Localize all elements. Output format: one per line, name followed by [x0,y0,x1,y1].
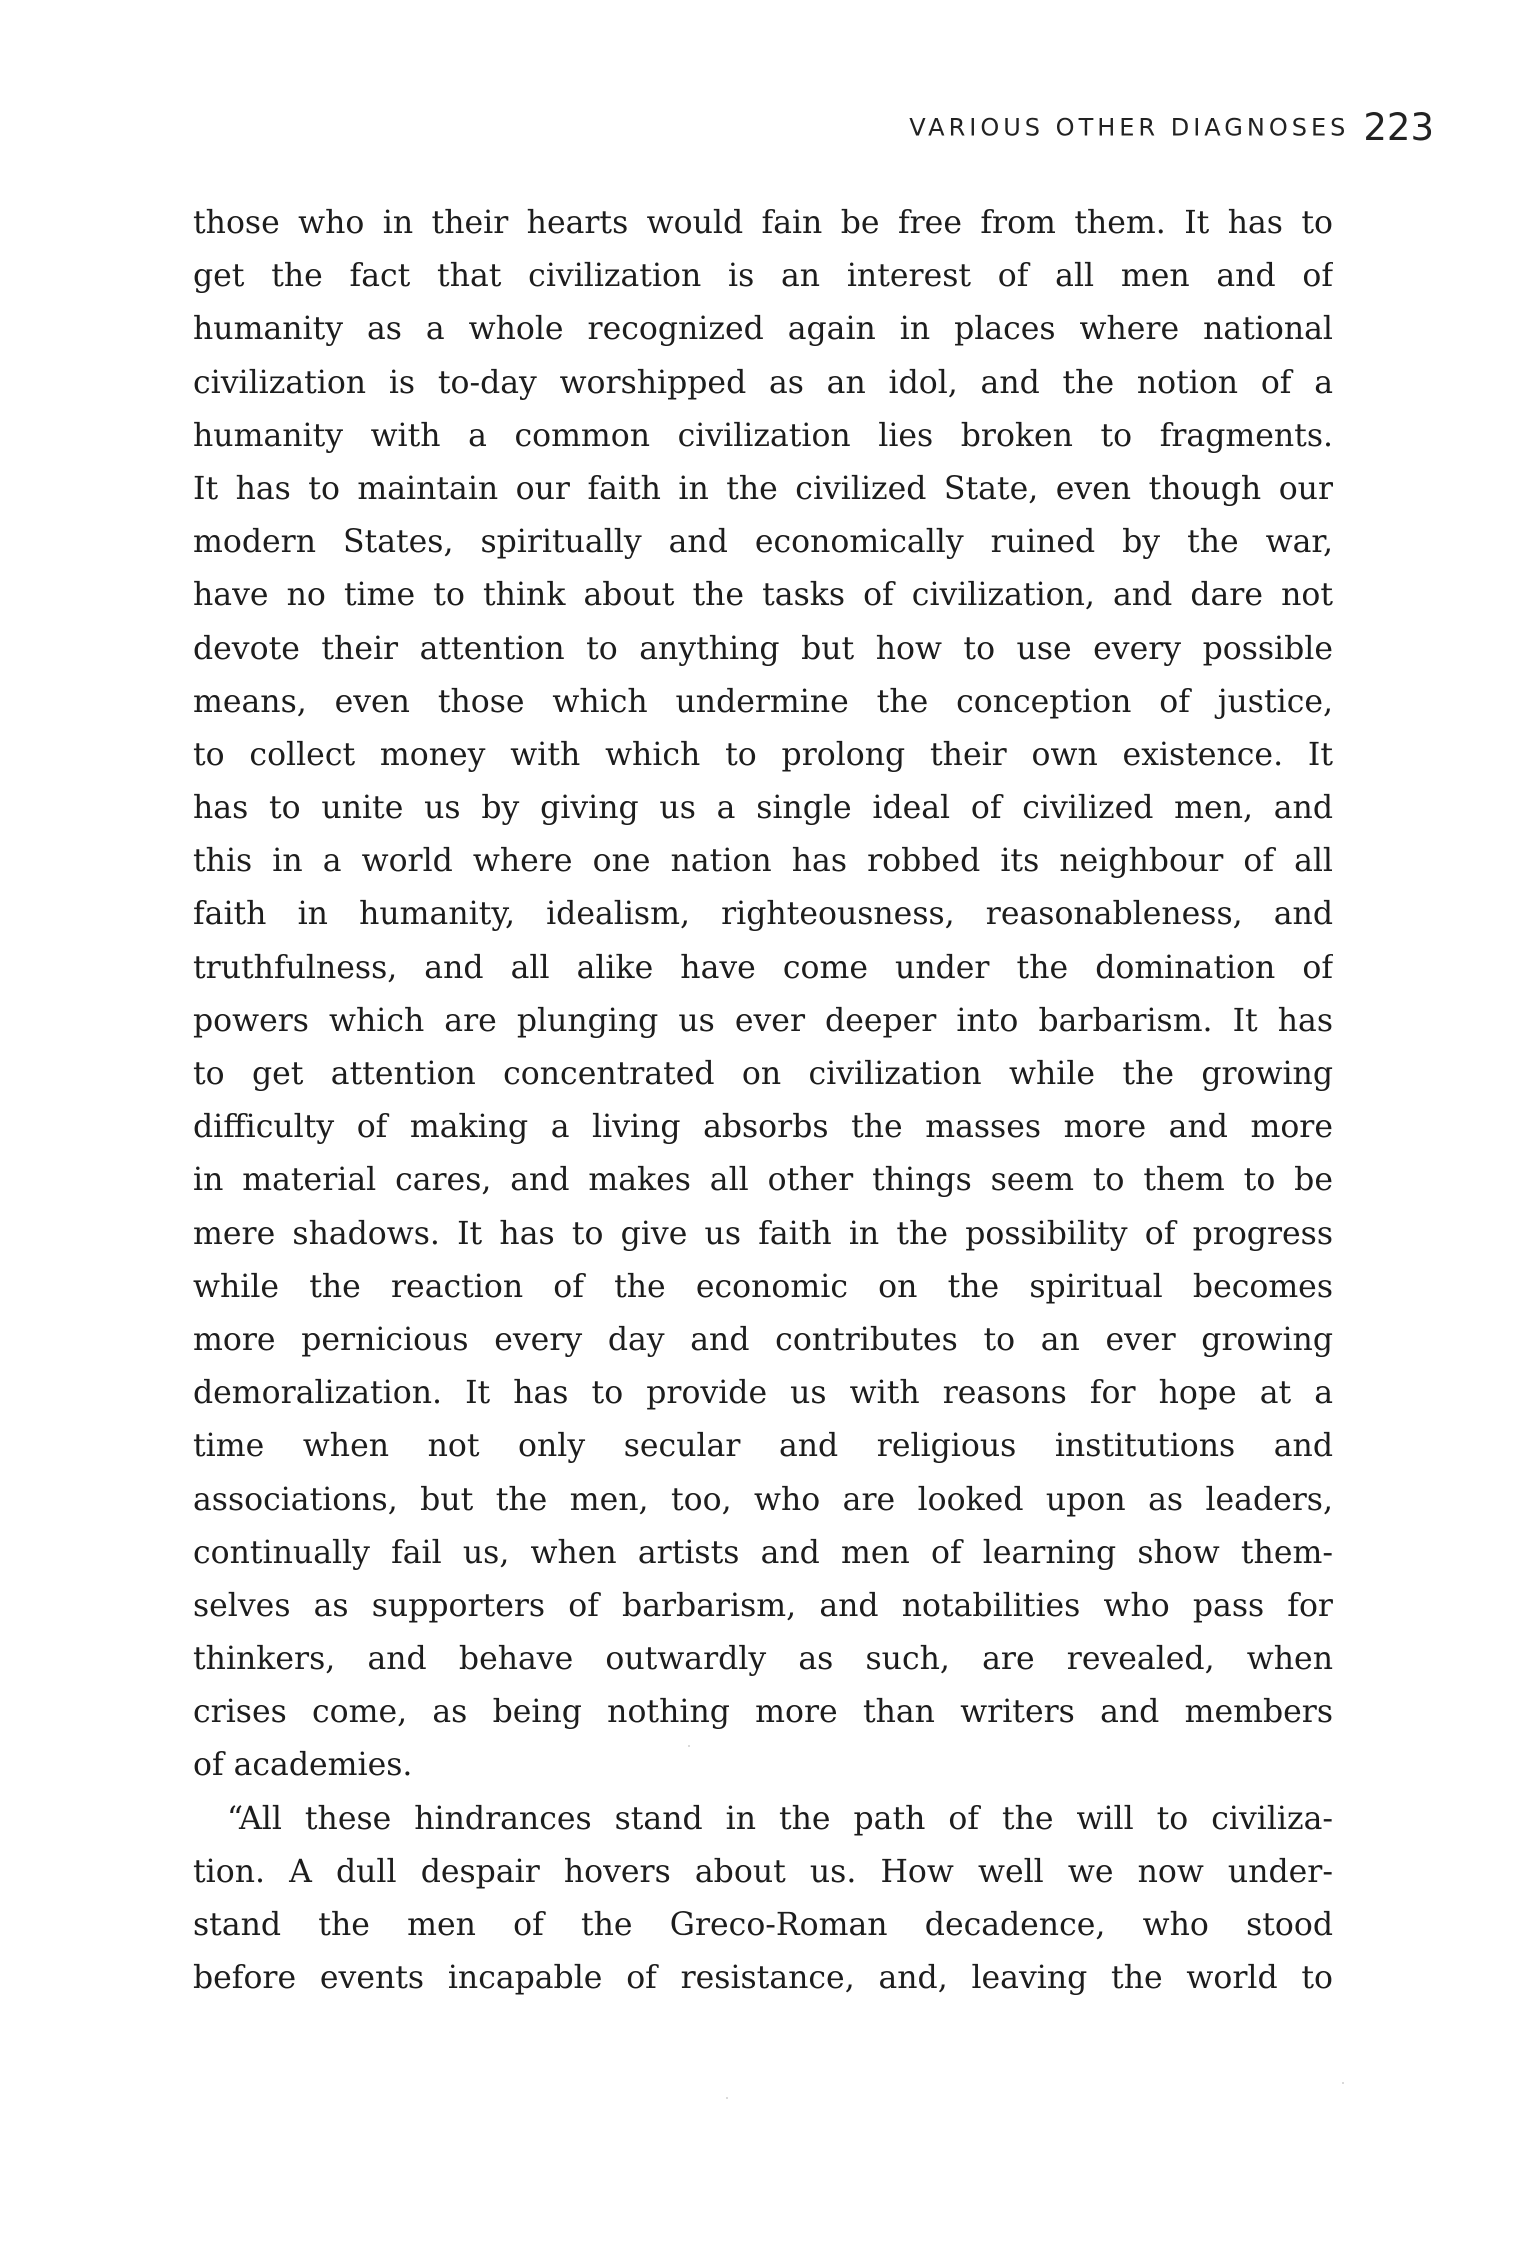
text-line: in material cares, and makes all other things seem to them to be [193,1162,1333,1199]
text-line: humanity with a common civilization lies broken to fragments. [193,417,1333,454]
text-line: more pernicious every day and contributes to an ever growing [193,1321,1333,1358]
running-head-title: VARIOUS OTHER DIAGNOSES [909,113,1350,142]
text-line: have no time to think about the tasks of civilization, and dare not [193,577,1333,614]
text-line: associations, but the men, too, who are looked upon as leaders, [193,1481,1333,1518]
text-line: thinkers, and behave outwardly as such, are revealed, when [193,1641,1333,1678]
text-line: means, even those which undermine the conception of justice, [193,683,1333,720]
page-number: 223 [1363,106,1434,149]
running-head [190,106,1434,162]
text-line: tion. A dull despair hovers about us. How well we now under- [193,1853,1333,1890]
paper-speck [726,2097,728,2099]
paper-speck [1342,2082,1344,2084]
text-line: this in a world where one nation has robbed its neighbour of all [193,843,1333,880]
paper-speck [688,1745,690,1747]
text-line: selves as supporters of barbarism, and notabilities who pass for [193,1587,1333,1624]
text-line: devote their attention to anything but how to use every possible [193,630,1333,667]
text-line: get the fact that civilization is an interest of all men and of [193,258,1333,295]
text-line: stand the men of the Greco-Roman decadence, who stood [193,1907,1333,1943]
text-line: modern States, spiritually and economically ruined by the war, [193,524,1333,561]
text-line: those who in their hearts would fain be free from them. It has to [193,205,1333,241]
text-line: to get attention concentrated on civilization while the growing [193,1056,1333,1092]
text-line: has to unite us by giving us a single ideal of civilized men, and [193,790,1333,827]
text-line: mere shadows. It has to give us faith in the possibility of progress [193,1215,1333,1252]
text-line: “All these hindrances stand in the path of the will to civiliza- [227,1800,1333,1837]
body-text [193,197,1333,2005]
text-line: faith in humanity, idealism, righteousness, reasonableness, and [193,896,1333,933]
text-line: crises come, as being nothing more than writers and members [193,1694,1333,1731]
text-line: humanity as a whole recognized again in places where national [193,311,1333,348]
paragraph [193,1793,1333,2006]
text-line: powers which are plunging us ever deeper into barbarism. It has [193,1002,1333,1039]
text-line: It has to maintain our faith in the civilized State, even though our [193,470,1333,507]
text-line: to collect money with which to prolong their own existence. It [193,736,1333,773]
text-line: continually fail us, when artists and men of learning show them- [193,1534,1333,1571]
text-line: difficulty of making a living absorbs the masses more and more [193,1109,1333,1146]
text-line: before events incapable of resistance, and, leaving the world to [193,1960,1333,1997]
text-line: demoralization. It has to provide us with reasons for hope at a [193,1375,1333,1412]
text-line: truthfulness, and all alike have come under the domination of [193,949,1333,986]
text-line: of academies. [193,1747,413,1784]
text-line: time when not only secular and religious institutions and [193,1428,1333,1465]
paragraph [193,197,1333,1793]
text-line: while the reaction of the economic on the spiritual becomes [193,1268,1333,1305]
text-line: civilization is to-day worshipped as an idol, and the notion of a [193,364,1333,401]
